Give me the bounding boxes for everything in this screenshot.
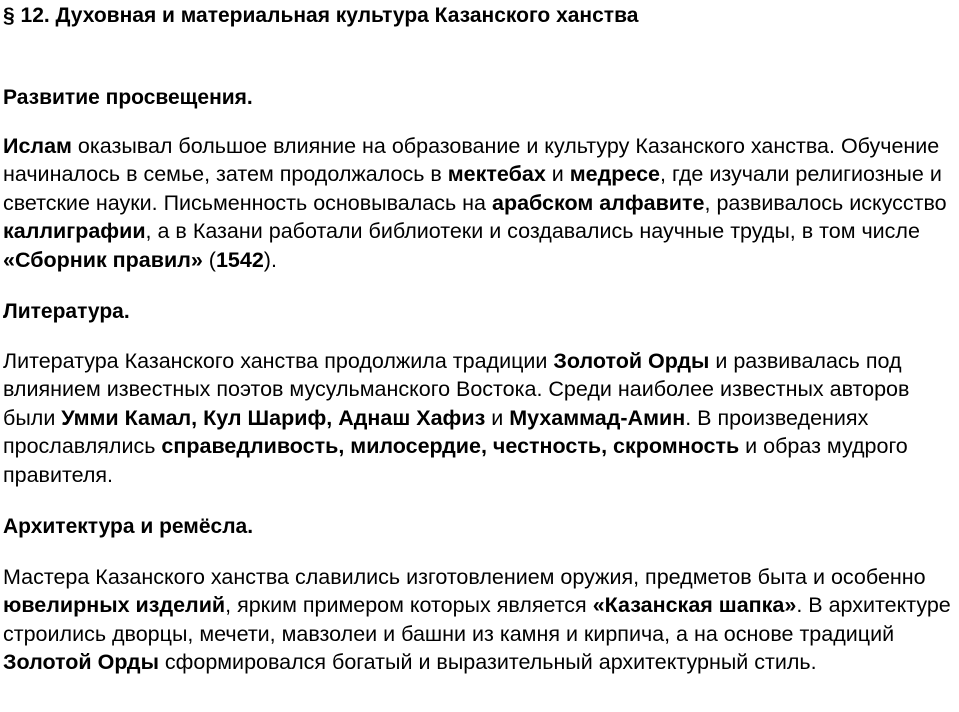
section-paragraph-literature — [3, 347, 956, 489]
bold-term: 1542 — [215, 247, 264, 272]
text-run: и развивалась под влиянием известных поэтов мусульманского Востока. Среди наиболее известных авторов были — [3, 349, 910, 430]
bold-term: арабском алфавите — [492, 190, 705, 215]
text-run: . В архитектуре строились дворцы, мечети, мавзолеи и башни из камня и кирпича, а на основе традиций — [3, 593, 951, 646]
text-run: , где изучали религиозные и светские науки. Письменность основывалась на — [3, 162, 942, 215]
bold-term: мектебах — [447, 162, 546, 187]
bold-term: медресе — [569, 162, 661, 187]
bold-term: каллиграфии — [3, 219, 146, 244]
bold-term: Ислам — [3, 134, 72, 158]
text-run: сформировался богатый и выразительный архитектурный стиль. — [158, 650, 817, 675]
section-heading-literature: Литература. — [3, 300, 130, 323]
bold-term: Золотой Орды — [553, 349, 710, 373]
text-run: и образ мудрого правителя. — [3, 434, 908, 487]
text-run: Литература Казанского ханства продолжила традиции — [3, 349, 554, 373]
bold-term: Умми Камал, Кул Шариф, Аднаш Хафиз — [61, 405, 486, 430]
bold-term: ювелирных изделий — [3, 593, 226, 618]
text-run: и — [545, 162, 570, 187]
bold-term: «Сборник правил» — [3, 247, 203, 272]
text-run: , развивалось искусство — [704, 190, 947, 215]
text-run: , ярким примером которых является — [225, 593, 593, 618]
text-run: , а в Казани работали библиотеки и создавались научные труды, в том числе — [145, 219, 920, 244]
section-paragraph-architecture — [3, 563, 956, 677]
bold-term: справедливость, милосердие, честность, скромность — [161, 434, 740, 459]
bold-term: Золотой Орды — [3, 650, 159, 675]
bold-term: «Казанская шапка» — [592, 593, 797, 618]
text-run: Мастера Казанского ханства славились изготовлением оружия, предметов быта и особенно — [3, 565, 926, 589]
text-run: ). — [263, 247, 277, 272]
text-run: оказывал большое влияние на образование и культуру Казанского ханства. Обучение начиналось в семье, затем продолжалось в — [3, 134, 940, 187]
section-heading-architecture: Архитектура и ремёсла. — [3, 515, 254, 538]
bold-term: Мухаммад-Амин — [509, 405, 686, 430]
page-title: § 12. Духовная и материальная культура Казанского ханства — [3, 4, 639, 27]
text-run: и — [485, 405, 510, 430]
section-heading-education: Развитие просвещения. — [3, 86, 253, 109]
text-run: ( — [202, 247, 216, 272]
text-run: . В произведениях прославлялись — [3, 405, 869, 459]
section-paragraph-education — [3, 132, 956, 274]
